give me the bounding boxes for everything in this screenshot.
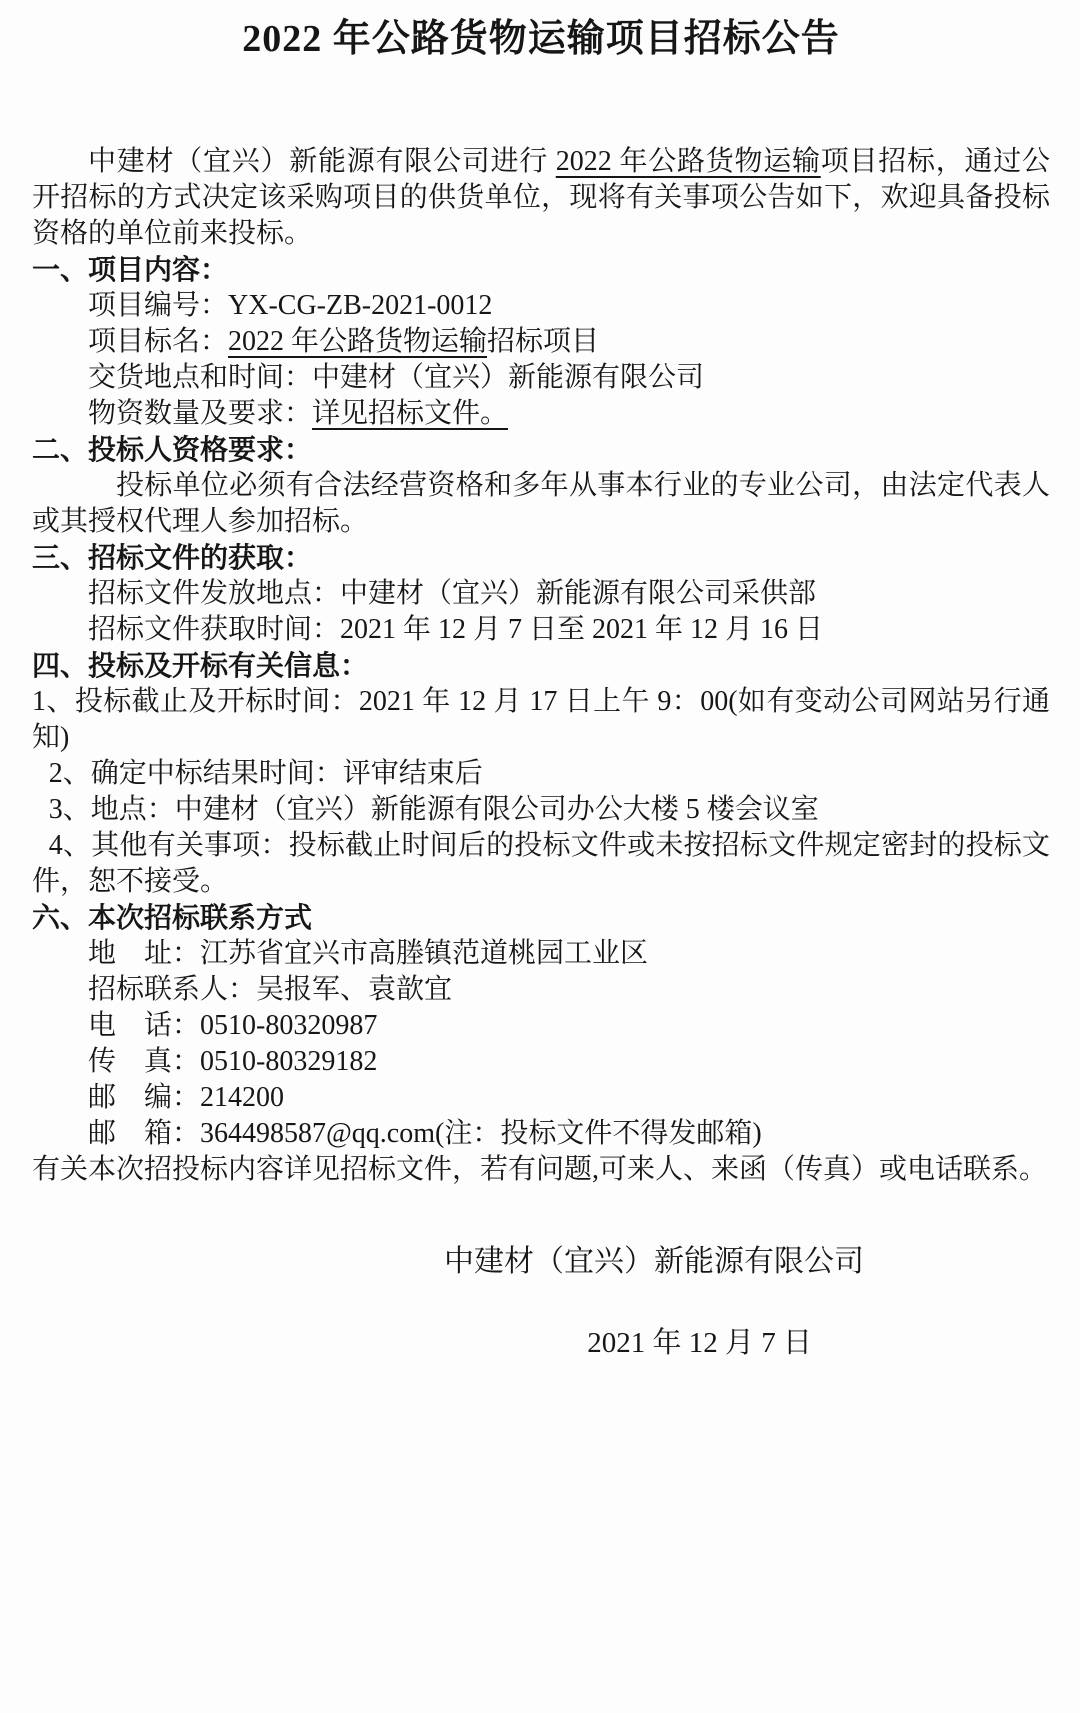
bid-deadline-line: 1、投标截止及开标时间：2021 年 12 月 17 日上午 9：00(如有变动公司网站另行通知) xyxy=(32,686,1050,753)
project-name-label: 项目标名： xyxy=(88,326,229,357)
intro-text-suffix: 项目招标，通过公开招标的方式决定该采购项目的供货单位，现将有关事项公告如下，欢迎具备投标资格的单位前来投标。 xyxy=(32,146,1050,249)
quantity-underlined: 详见招标文件。 xyxy=(312,398,509,429)
section2-heading: 二、投标人资格要求： xyxy=(32,434,313,465)
project-number-label: 项目编号： xyxy=(88,290,229,321)
intro-text-prefix: 中建材（宜兴）新能源有限公司进行 xyxy=(88,146,556,177)
contact-address-line: 地 址：江苏省宜兴市高塍镇范道桃园工业区 xyxy=(88,938,649,969)
project-number-line xyxy=(32,288,1050,324)
contact-fax-line: 传 真：0510-80329182 xyxy=(88,1046,378,1077)
contact-email-line: 邮 箱：364498587@qq.com(注：投标文件不得发邮箱) xyxy=(88,1118,762,1149)
section6-heading: 六、本次招标联系方式 xyxy=(32,902,313,933)
signature-date: 2021 年 12 月 7 日 xyxy=(587,1327,812,1359)
quantity-line xyxy=(32,396,1050,432)
qualification-paragraph: 投标单位必须有合法经营资格和多年从事本行业的专业公司，由法定代表人或其授权代理人参加招标。 xyxy=(32,470,1050,537)
document-distribution-line: 招标文件发放地点：中建材（宜兴）新能源有限公司采供部 xyxy=(88,578,817,609)
intro-paragraph xyxy=(32,144,1050,252)
title-spacer xyxy=(32,64,1050,144)
project-name-rest: 招标项目 xyxy=(487,326,600,357)
section4-heading: 四、投标及开标有关信息： xyxy=(32,650,369,681)
contact-phone-line: 电 话：0510-80320987 xyxy=(88,1010,378,1041)
closing-paragraph: 有关本次招投标内容详见招标文件，若有问题,可来人、来函（传真）或电话联系。 xyxy=(32,1154,1048,1185)
document-obtain-time-line: 招标文件获取时间：2021 年 12 月 7 日至 2021 年 12 月 16 日 xyxy=(88,614,824,645)
delivery-label: 交货地点和时间： xyxy=(88,362,313,393)
section3-heading: 三、招标文件的获取： xyxy=(32,542,313,573)
delivery-line xyxy=(32,360,1050,396)
project-name-underlined: 2022 年公路货物运输 xyxy=(228,326,488,357)
project-name-line xyxy=(32,324,1050,360)
quantity-label: 物资数量及要求： xyxy=(88,398,313,429)
project-number-value: YX-CG-ZB-2021-0012 xyxy=(228,290,493,321)
document-title: 2022 年公路货物运输项目招标公告 xyxy=(242,18,840,60)
section1-heading: 一、项目内容： xyxy=(32,254,229,285)
signature-company: 中建材（宜兴）新能源有限公司 xyxy=(444,1245,864,1278)
open-location-line: 3、地点：中建材（宜兴）新能源有限公司办公大楼 5 楼会议室 xyxy=(48,794,819,825)
intro-text-underlined: 2022 年公路货物运输 xyxy=(555,146,821,177)
result-time-line: 2、确定中标结果时间：评审结束后 xyxy=(48,758,483,789)
delivery-value: 中建材（宜兴）新能源有限公司 xyxy=(312,362,705,393)
contact-person-line: 招标联系人：吴报军、袁歆宜 xyxy=(88,974,453,1005)
contact-postcode-line: 邮 编：214200 xyxy=(88,1082,285,1113)
other-matters-line: 4、其他有关事项：投标截止时间后的投标文件或未按招标文件规定密封的投标文件，恕不接受。 xyxy=(32,830,1050,897)
